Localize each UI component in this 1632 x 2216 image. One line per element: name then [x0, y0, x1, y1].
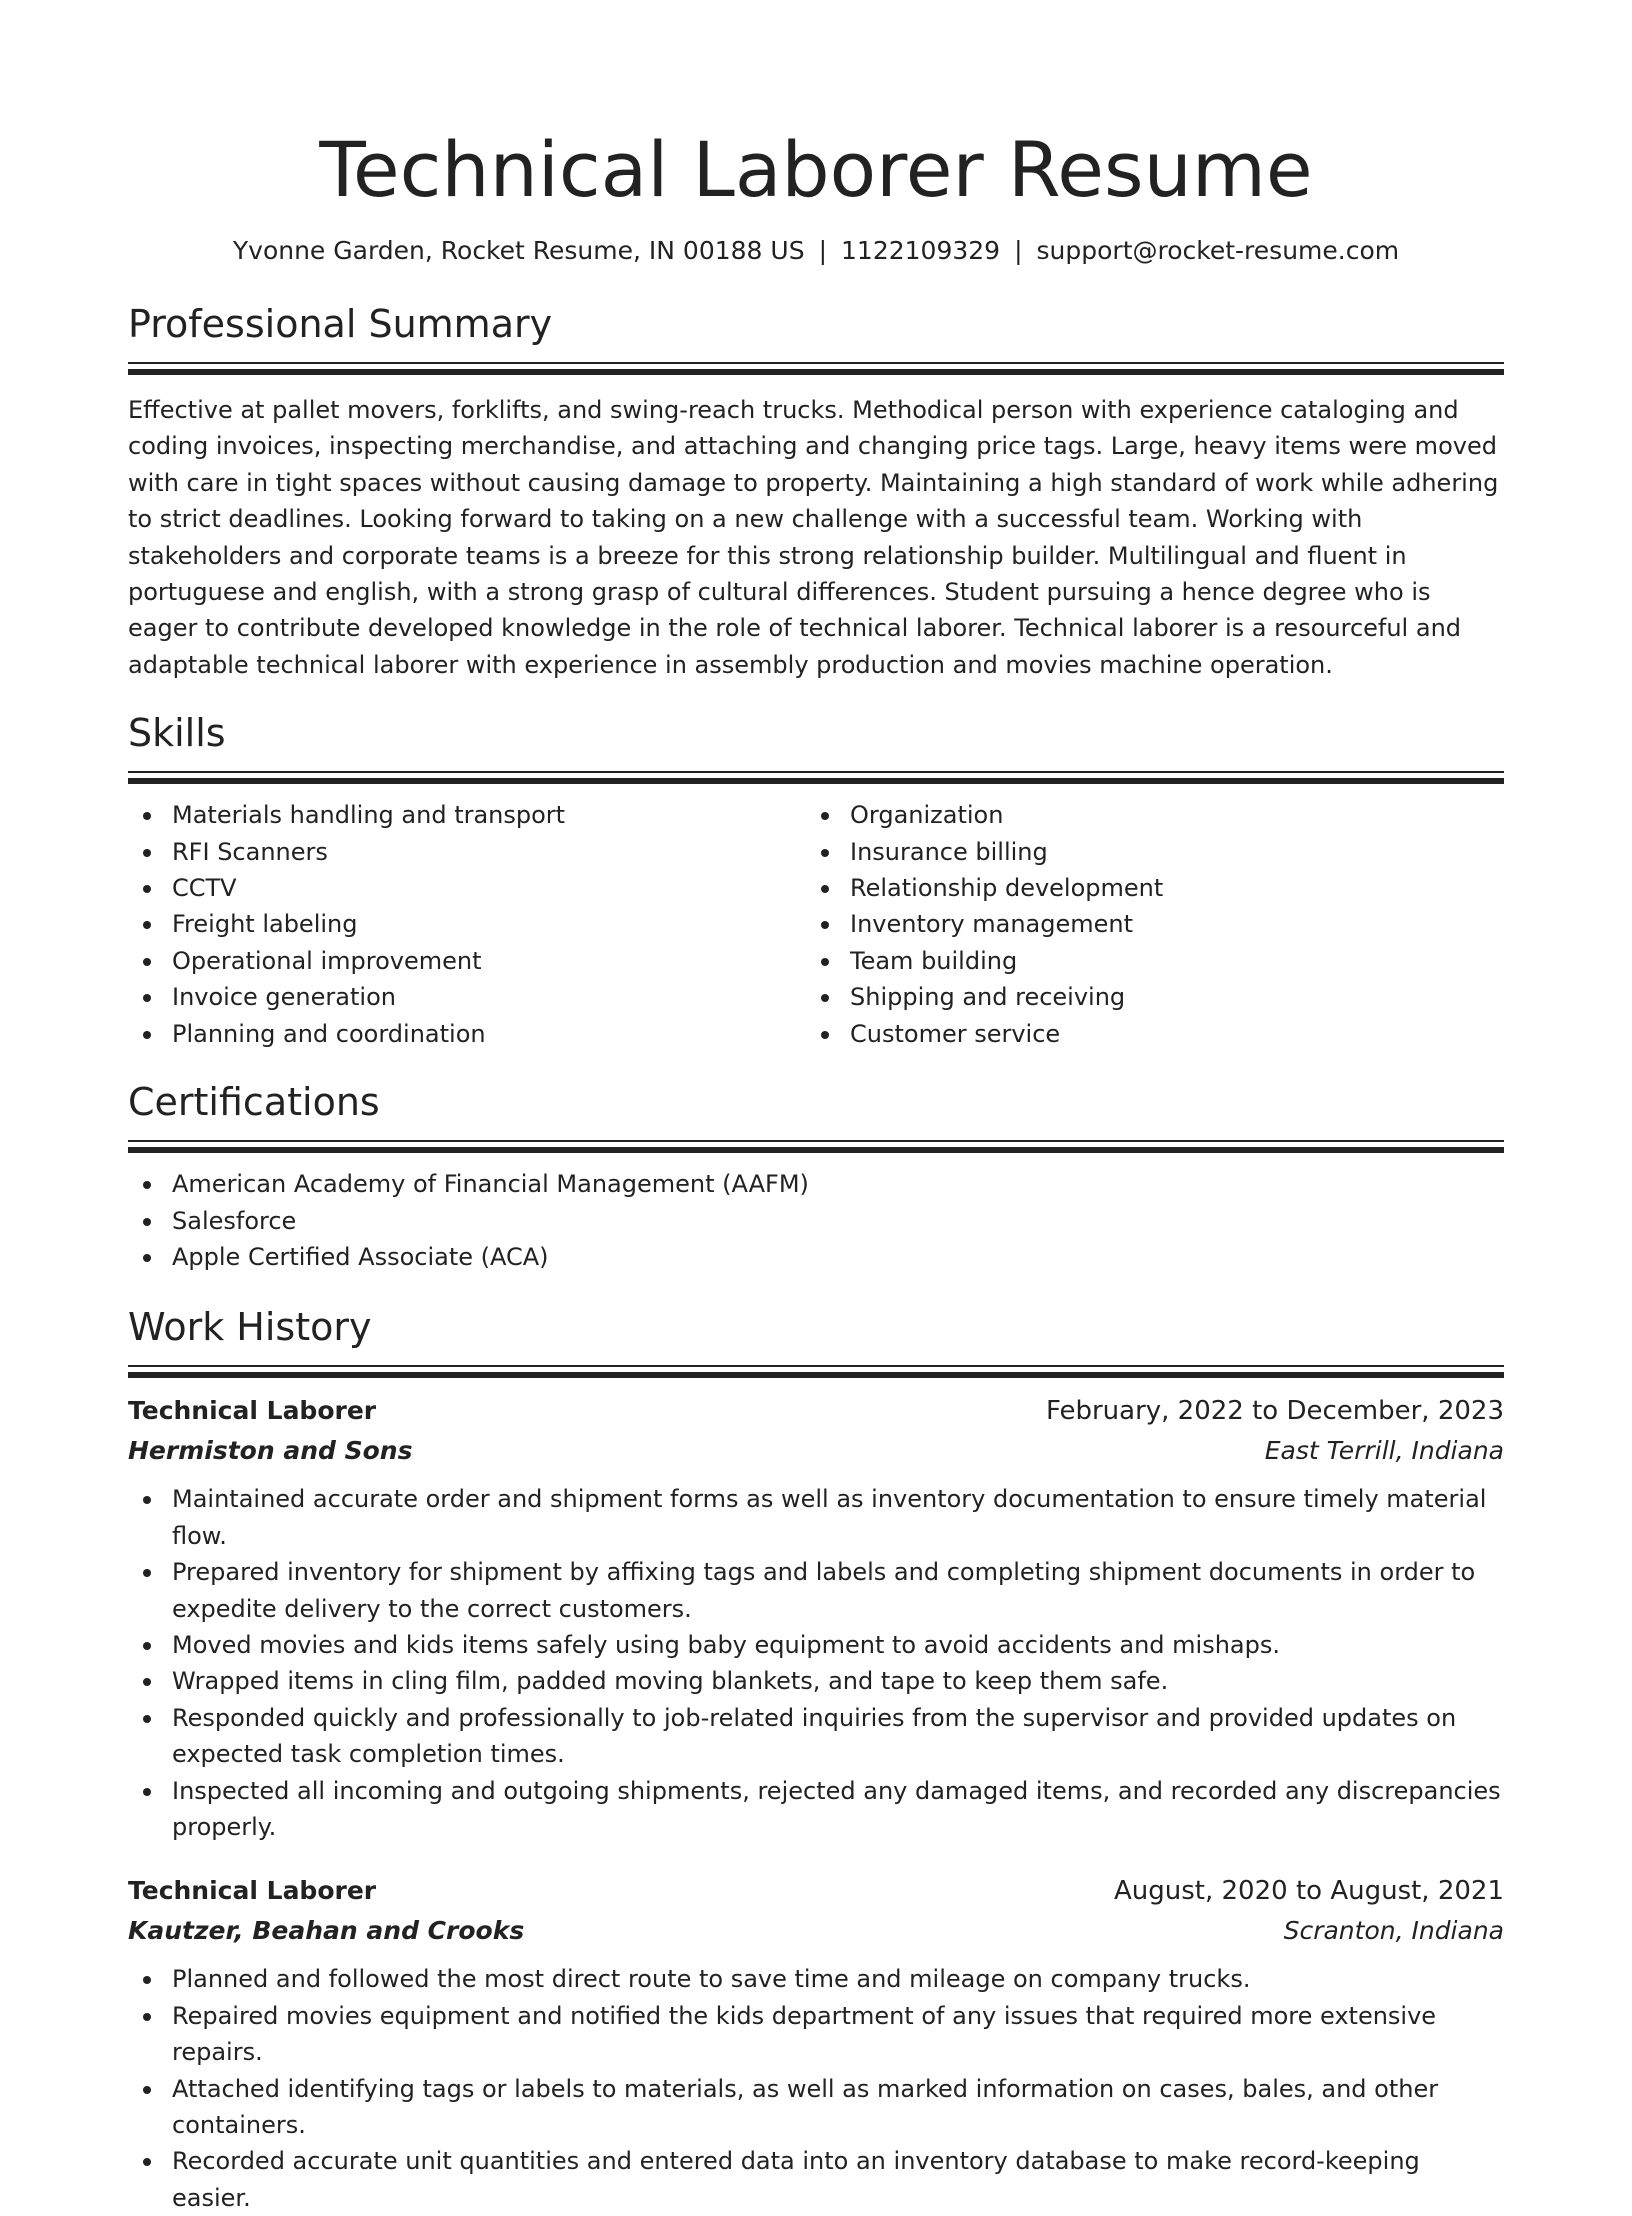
section-divider [128, 771, 1504, 785]
skill-item: RFI Scanners [128, 834, 806, 870]
job-location: East Terrill, Indiana [1264, 1436, 1504, 1466]
job-duty-item: Wrapped items in cling film, padded moving blankets, and tape to keep them safe. [128, 1663, 1504, 1699]
job-duty-item: Recorded accurate unit quantities and entered data into an inventory database to make record-keeping easier. [128, 2143, 1504, 2216]
skill-item: Customer service [806, 1016, 1484, 1052]
job-company: Kautzer, Beahan and Crooks [128, 1916, 525, 1946]
job-duty-item: Moved movies and kids items safely using baby equipment to avoid accidents and mishaps. [128, 1627, 1504, 1663]
section-heading: Skills [128, 711, 226, 756]
skill-item: Shipping and receiving [806, 979, 1484, 1015]
skills-grid [128, 797, 1504, 1052]
job-duty-item: Responded quickly and professionally to job-related inquiries from the supervisor and provided updates on expected task completion times. [128, 1700, 1504, 1773]
certification-item: Salesforce [128, 1203, 1504, 1239]
job-duties-list [128, 1961, 1504, 2216]
certifications-list [128, 1166, 1504, 1275]
certification-item: American Academy of Financial Management (AAFM) [128, 1166, 1504, 1202]
summary-text: Effective at pallet movers, forklifts, and swing-reach trucks. Methodical person with experience cataloging and coding invoices, inspecting merchandise, and attaching and changing price tags. Large, heavy items were moved with care in tight spaces without causing damage to property. Maintaining a high standard of work while adhering to strict deadlines. Looking forward to taking on a new challenge with a successful team. Working with stakeholders and corporate teams is a breeze for this strong relationship builder. Multilingual and fluent in portuguese and english, with a strong grasp of cultural differences. Student pursuing a hence degree who is eager to contribute developed knowledge in the role of technical laborer. Technical laborer is a resourceful and adaptable technical laborer with experience in assembly production and movies machine operation. [128, 396, 1499, 679]
section-heading: Certifications [128, 1080, 380, 1125]
section-heading: Professional Summary [128, 302, 553, 346]
job-title: Technical Laborer [128, 1876, 377, 1906]
skills-column-right [806, 797, 1484, 1052]
job-header-row [128, 1391, 1504, 1431]
job-duty-item: Prepared inventory for shipment by affixing tags and labels and completing shipment documents in order to expedite delivery to the correct customers. [128, 1554, 1504, 1627]
section-divider [128, 362, 1504, 376]
resume-title: Technical Laborer Resume [319, 125, 1313, 214]
contact-phone: 1122109329 [841, 236, 1001, 265]
job-duty-item: Attached identifying tags or labels to materials, as well as marked information on cases, bales, and other containers. [128, 2071, 1504, 2144]
job-location: Scranton, Indiana [1283, 1916, 1504, 1946]
skill-item: Relationship development [806, 870, 1484, 906]
section-work-history [128, 1303, 1504, 2216]
resume-page [128, 0, 1504, 2216]
skill-item: Inventory management [806, 906, 1484, 942]
job-subheader-row [128, 1911, 1504, 1951]
section-professional-summary [128, 300, 1504, 683]
section-divider [128, 1140, 1504, 1154]
job-duty-item: Inspected all incoming and outgoing shipments, rejected any damaged items, and recorded any discrepancies properly. [128, 1773, 1504, 1846]
skill-item: CCTV [128, 870, 806, 906]
job-header-row [128, 1871, 1504, 1911]
skill-item: Invoice generation [128, 979, 806, 1015]
skill-item: Planning and coordination [128, 1016, 806, 1052]
job-entry [128, 1391, 1504, 1845]
section-skills [128, 709, 1504, 1052]
skill-item: Team building [806, 943, 1484, 979]
contact-email[interactable]: support@rocket-resume.com [1036, 236, 1400, 265]
job-duty-item: Repaired movies equipment and notified the kids department of any issues that required more extensive repairs. [128, 1998, 1504, 2071]
section-divider [128, 1365, 1504, 1379]
skill-item: Insurance billing [806, 834, 1484, 870]
skill-item: Operational improvement [128, 943, 806, 979]
job-title: Technical Laborer [128, 1396, 377, 1426]
contact-address: Yvonne Garden, Rocket Resume, IN 00188 US [232, 236, 805, 265]
job-subheader-row [128, 1431, 1504, 1471]
skill-item: Materials handling and transport [128, 797, 806, 833]
job-entry [128, 1871, 1504, 2216]
contact-separator: | [818, 236, 828, 265]
job-dates: February, 2022 to December, 2023 [1045, 1396, 1504, 1427]
job-duty-item: Planned and followed the most direct route to save time and mileage on company trucks. [128, 1961, 1504, 1997]
job-duties-list [128, 1481, 1504, 1845]
job-dates: August, 2020 to August, 2021 [1114, 1876, 1504, 1907]
contact-separator: | [1014, 236, 1023, 265]
skills-column-left [128, 797, 806, 1052]
skill-item: Organization [806, 797, 1484, 833]
section-certifications [128, 1078, 1504, 1275]
job-company: Hermiston and Sons [128, 1436, 413, 1466]
job-duty-item: Maintained accurate order and shipment forms as well as inventory documentation to ensure timely material flow. [128, 1481, 1504, 1554]
contact-line [128, 234, 1504, 268]
skill-item: Freight labeling [128, 906, 806, 942]
certification-item: Apple Certified Associate (ACA) [128, 1239, 1504, 1275]
section-heading: Work History [128, 1305, 372, 1350]
